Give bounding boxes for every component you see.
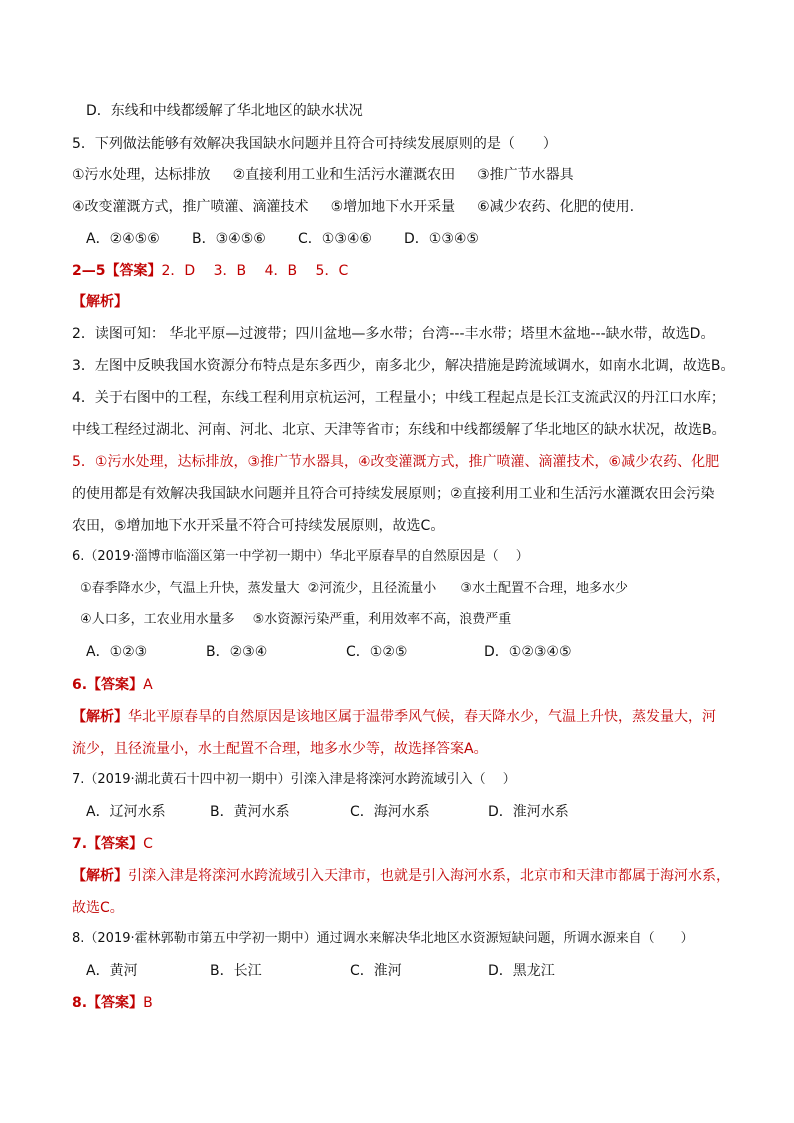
- q6-item-4: ④人口多，工农业用水量多: [80, 612, 235, 627]
- analysis-4-line1: 4．关于右图中的工程，东线工程利用京杭运河，工程量小；中线工程起点是长江支流武汉的丹江口水库；: [72, 390, 725, 406]
- q5-item-1: ①污水处理，达标排放: [72, 167, 211, 183]
- q7-option-d: D．淮河水系: [488, 804, 569, 820]
- q5-item-5: ⑤增加地下水开采量: [330, 199, 456, 215]
- q6-options: [86, 642, 572, 662]
- analysis-5-line2: 的使用都是有效解决我国缺水问题并且符合可持续发展原则；②直接利用工业和生活污水灌溉农田会污染: [72, 486, 715, 502]
- q6-answer-value: A: [143, 677, 153, 693]
- q5-item-4: ④改变灌溉方式，推广喷灌、滴灌技术: [72, 199, 309, 215]
- answer-label: 2—5【答案】: [72, 263, 162, 279]
- analysis-2: 2．读图可知： 华北平原—过渡带；四川盆地—多水带；台湾---丰水带；塔里木盆地---缺水带，故选D。: [72, 326, 715, 342]
- analysis-3: 3．左图中反映我国水资源分布特点是东多西少，南多北少，解决措施是跨流域调水，如南水北调，故选B。: [72, 358, 735, 374]
- q5-option-d: D．①③④⑤: [404, 231, 479, 247]
- q6-analysis-text1: 华北平原春旱的自然原因是该地区属于温带季风气候，春天降水少，气温上升快，蒸发量大，河: [128, 709, 716, 725]
- q8-option-d: D．黑龙江: [488, 963, 555, 979]
- q6-items-row2: [80, 610, 511, 630]
- q8-stem: 8.（2019·霍林郭勒市第五中学初一期中）通过调水来解决华北地区水资源短缺问题，所调水源来自（ ）: [72, 931, 694, 946]
- q7-answer-label: 7.【答案】: [72, 836, 144, 852]
- q6-item-1: ①春季降水少，气温上升快，蒸发量大: [80, 581, 300, 596]
- q5-option-c: C．①③④⑥: [298, 231, 372, 247]
- q6-analysis-line2: 流少，且径流量小，水土配置不合理，地多水少等，故选择答案A。: [72, 741, 488, 757]
- q7-option-b: B．黄河水系: [210, 804, 290, 820]
- answers-2-5: [72, 261, 348, 281]
- analysis-4-line2: 中线工程经过湖北、河南、河北、北京、天津等省市；东线和中线都缓解了华北地区的缺水状况，故选B。: [72, 422, 726, 438]
- q5-items-row2: [72, 197, 634, 217]
- q6-item-5: ⑤水资源污染严重，利用效率不高，浪费严重: [252, 612, 512, 627]
- q8-option-b: B．长江: [210, 963, 262, 979]
- q5-item-3: ③推广节水器具: [477, 167, 574, 183]
- q6-option-a: A．①②③: [86, 644, 148, 660]
- q6-item-2: ②河流少，且径流量小: [307, 581, 437, 596]
- q7-stem: 7.（2019·湖北黄石十四中初一期中）引滦入津是将滦河水跨流域引入（ ）: [72, 772, 516, 787]
- q8-answer-label: 8.【答案】: [72, 995, 144, 1011]
- q7-analysis-line2: 故选C。: [72, 900, 124, 916]
- q6-analysis-line1: [72, 707, 716, 727]
- q5-items-row1: [72, 165, 574, 185]
- q6-item-3: ③水土配置不合理，地多水少: [460, 581, 628, 596]
- q5-item-2: ②直接利用工业和生活污水灌溉农田: [232, 167, 456, 183]
- q7-options: [86, 802, 569, 822]
- q6-option-d: D．①②③④⑤: [484, 644, 572, 660]
- q7-analysis-label: 【解析】: [72, 868, 128, 884]
- q5-stem: 5．下列做法能够有效解决我国缺水问题并且符合可持续发展原则的是（ ）: [72, 136, 557, 152]
- q7-answer: [72, 834, 153, 854]
- q6-option-b: B．②③④: [206, 644, 268, 660]
- q6-answer-label: 6.【答案】: [72, 677, 144, 693]
- q6-option-c: C．①②⑤: [346, 644, 408, 660]
- q4-option-d: D．东线和中线都缓解了华北地区的缺水状况: [86, 103, 363, 119]
- q5-option-b: B．③④⑤⑥: [192, 231, 266, 247]
- q7-analysis-text1: 引滦入津是将滦河水跨流域引入天津市，也就是引入海河水系，北京市和天津市都属于海河水系，: [128, 868, 730, 884]
- analysis-5-line3: 农田，⑤增加地下水开采量不符合可持续发展原则，故选C。: [72, 518, 445, 534]
- q7-answer-value: C: [143, 836, 153, 852]
- q5-option-a: A．②④⑤⑥: [86, 231, 160, 247]
- q6-analysis-label: 【解析】: [72, 709, 128, 725]
- q8-answer: [72, 993, 153, 1013]
- q8-options: [86, 961, 555, 981]
- q6-items-row1: [80, 579, 628, 599]
- q8-option-a: A．黄河: [86, 963, 138, 979]
- q7-option-a: A．辽河水系: [86, 804, 166, 820]
- answer-values: 2．D 3．B 4．B 5．C: [161, 263, 349, 279]
- q5-options: [86, 229, 479, 249]
- q8-answer-value: B: [143, 995, 153, 1011]
- q7-option-c: C．海河水系: [350, 804, 430, 820]
- analysis-5-line1: 5．①污水处理，达标排放，③推广节水器具，④改变灌溉方式，推广喷灌、滴灌技术，⑥减少农药、化肥: [72, 454, 720, 470]
- q7-analysis-line1: [72, 866, 730, 886]
- q6-stem: 6.（2019·淄博市临淄区第一中学初一期中）华北平原春旱的自然原因是（ ）: [72, 549, 529, 564]
- q8-option-c: C．淮河: [350, 963, 402, 979]
- q6-answer: [72, 675, 153, 695]
- q5-item-6: ⑥减少农药、化肥的使用.: [477, 199, 635, 215]
- analysis-heading: 【解析】: [72, 294, 128, 310]
